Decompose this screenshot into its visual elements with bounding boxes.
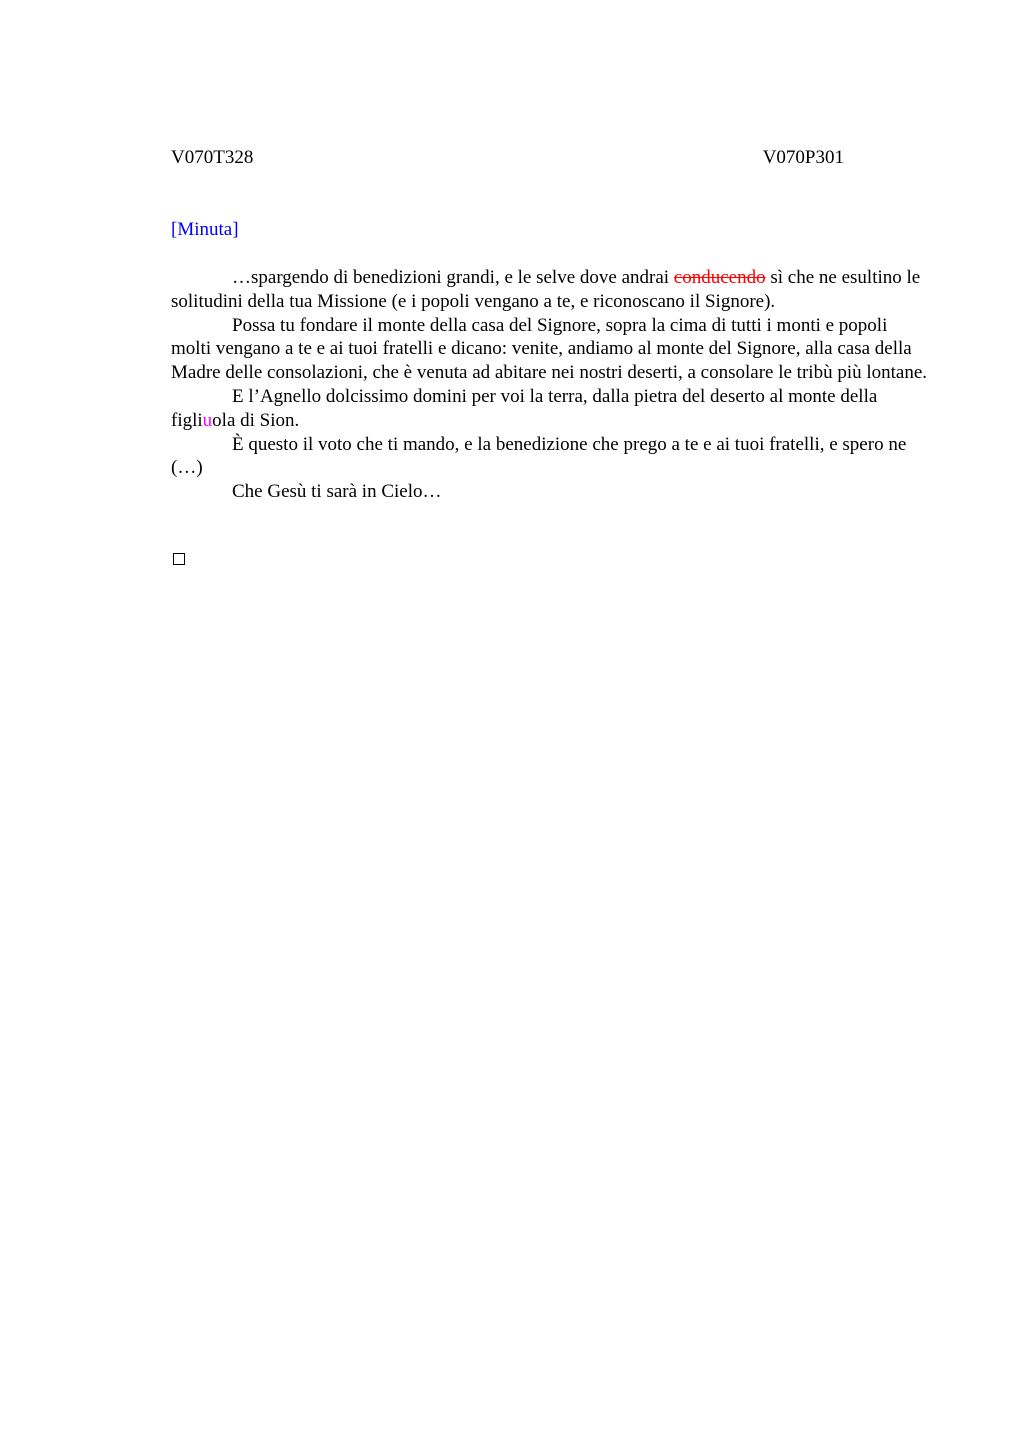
- document-header: [171, 146, 844, 170]
- paragraph-4: È questo il voto che ti mando, e la benedizione che prego a te e ai tuoi fratelli, e spero ne (…): [171, 433, 907, 479]
- document-code-right: V070P301: [762, 147, 844, 168]
- paragraph-2: Possa tu fondare il monte della casa del Signore, sopra la cima di tutti i monti e popoli molti vengano a te e ai tuoi fratelli e dicano: venite, andiamo al monte del Signore, alla casa della Madre delle consolazioni, che è venuta ad abitare nei nostri deserti, a consolare le tribù più lontane.: [171, 314, 928, 384]
- paragraph-1-text-start: …spargendo di benedizioni grandi, e le selve dove andrai: [232, 267, 674, 288]
- paragraph-3-text-end: ola di Sion.: [212, 409, 300, 431]
- document-body: [171, 266, 931, 504]
- paragraph-3-text-start: E l’Agnello dolcissimo domini per voi la terra, dalla pietra del deserto al monte della figli: [171, 385, 878, 431]
- inserted-letter: u: [202, 409, 213, 431]
- document-code-left: V070T328: [171, 147, 254, 168]
- paragraph-5: Che Gesù ti sarà in Cielo…: [232, 481, 442, 503]
- paragraph-1-text-end: sì che ne esultino le solitudini della tua Missione (e i popoli vengano a te, e riconoscano il Signore).: [171, 267, 921, 312]
- paragraph-3: [171, 385, 931, 433]
- document-page: [171, 0, 931, 1450]
- paragraph-1: [171, 266, 931, 314]
- deleted-word: conducendo: [673, 267, 766, 288]
- section-label: [Minuta]: [171, 219, 239, 240]
- empty-square-icon: [173, 553, 185, 565]
